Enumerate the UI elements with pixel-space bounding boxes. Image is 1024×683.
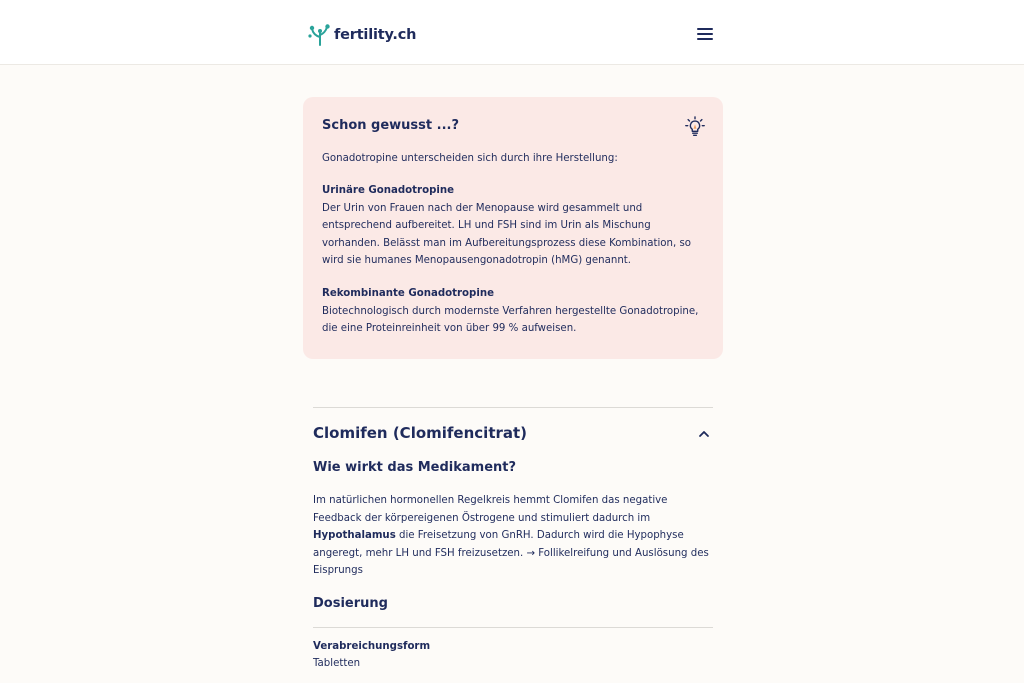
question-heading: Wie wirkt das Medikament? xyxy=(313,460,517,475)
lightbulb-icon xyxy=(684,116,706,138)
section-text: Der Urin von Frauen nach der Menopause wird gesammelt und entsprechend aufbereitet. LH und FSH sind im Urin als Mischung vorhanden. Belässt man im Aufbereitungsprozess diese Kombination, so wird sie humanes Menopausengonadotropin (hMG) genannt. xyxy=(322,202,691,266)
administration-form-value: Tabletten xyxy=(313,658,361,669)
site-logo[interactable] xyxy=(308,22,416,48)
dosage-heading: Dosierung xyxy=(313,596,388,611)
card-intro: Gonadotropine unterscheiden sich durch ihre Herstellung: xyxy=(322,153,618,164)
section-heading: Urinäre Gonadotropine xyxy=(322,185,455,196)
card-title: Schon gewusst ...? xyxy=(322,118,459,133)
chevron-up-icon[interactable] xyxy=(696,426,712,442)
mechanism-text-bold: Hypothalamus xyxy=(313,530,396,541)
accordion-title-clomifen[interactable]: Clomifen (Clomifencitrat) xyxy=(313,424,528,442)
did-you-know-card xyxy=(303,97,723,359)
divider xyxy=(313,627,713,628)
site-header xyxy=(0,0,1024,65)
section-text: Biotechnologisch durch modernste Verfahren hergestellte Gonadotropine, die eine Proteinreinheit von über 99 % aufweisen. xyxy=(322,305,699,334)
card-section-urinary xyxy=(322,182,707,270)
hamburger-menu-icon[interactable] xyxy=(694,24,716,42)
fertility-logo-icon xyxy=(308,23,332,47)
card-section-recombinant xyxy=(322,285,707,338)
mechanism-text-part2: die Freisetzung von GnRH. Dadurch wird die Hypophyse angeregt, mehr LH und FSH freizusetzen. → Follikelreifung und Auslösung des Eisprungs xyxy=(313,530,709,576)
administration-form-label: Verabreichungsform xyxy=(313,641,431,652)
section-heading: Rekombinante Gonadotropine xyxy=(322,288,494,299)
logo-text: fertility.ch xyxy=(334,27,417,43)
mechanism-text xyxy=(313,492,713,580)
mechanism-text-part1: Im natürlichen hormonellen Regelkreis hemmt Clomifen das negative Feedback der körpereigenen Östrogene und stimuliert dadurch im xyxy=(313,495,668,524)
divider xyxy=(313,407,713,408)
